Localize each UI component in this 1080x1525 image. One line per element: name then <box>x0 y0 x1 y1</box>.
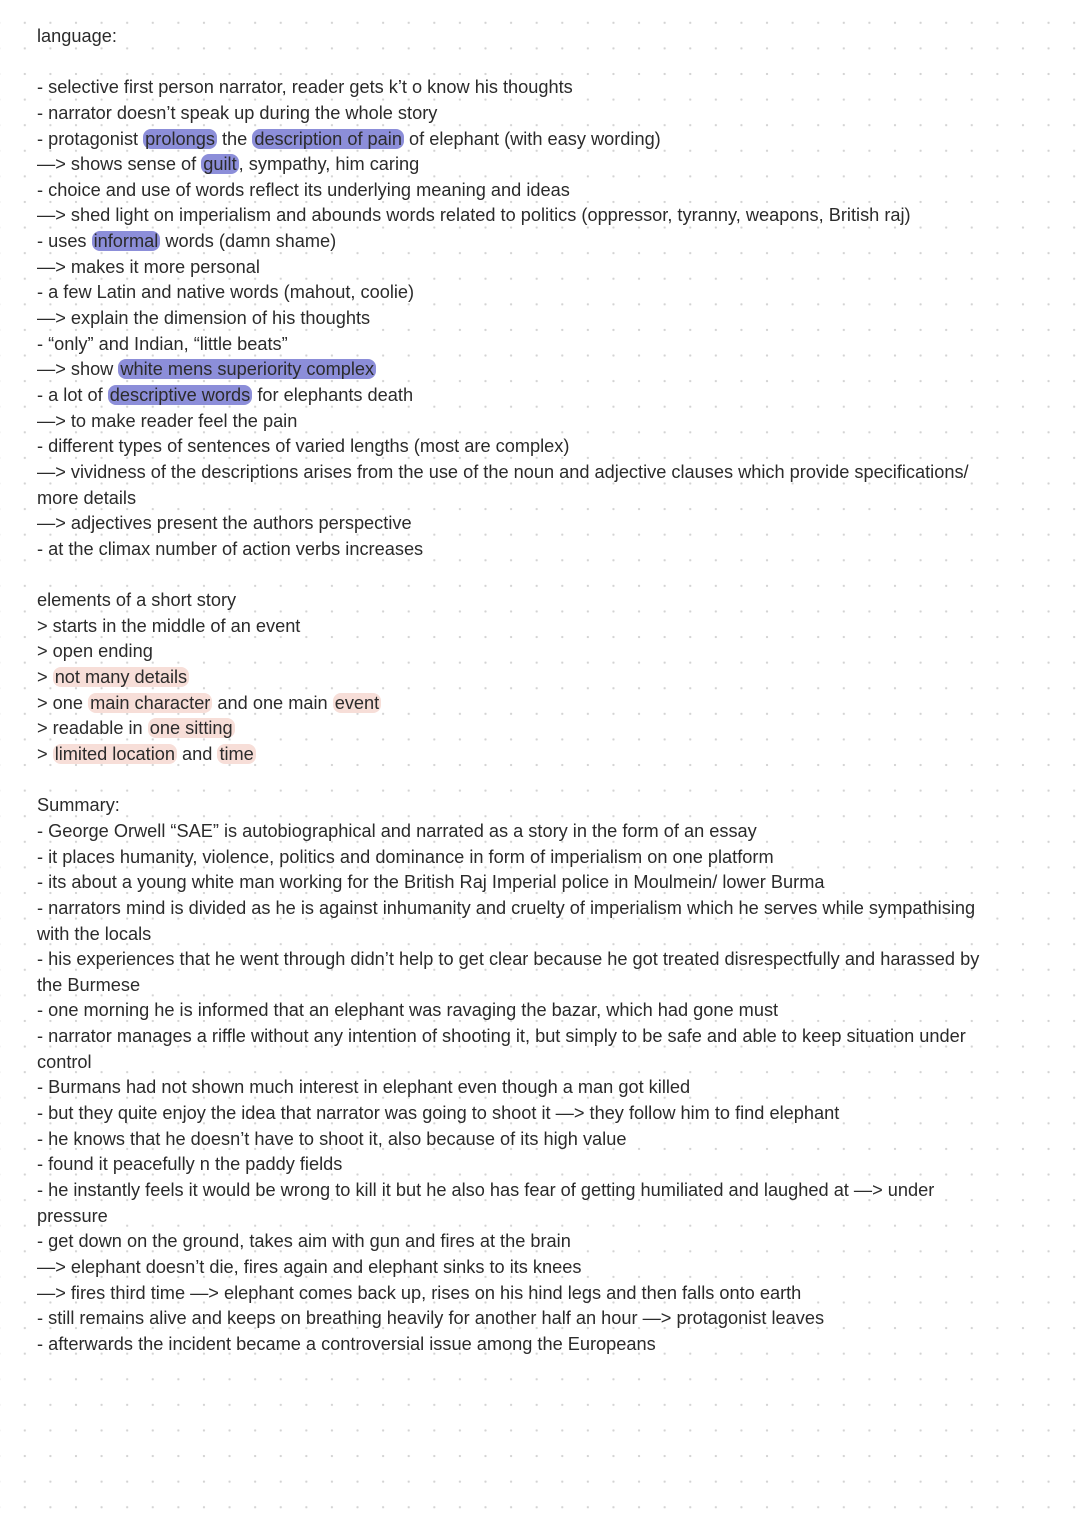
summary-line-3: - its about a young white man working for the British Raj Imperial police in Moulmein/ lower Burma <box>37 872 825 892</box>
language-line-9: - a few Latin and native words (mahout, coolie) <box>37 282 415 302</box>
highlight-prolongs: prolongs <box>145 129 215 149</box>
language-line-2: - narrator doesn’t speak up during the whole story <box>37 103 438 123</box>
highlight-time: time <box>219 744 254 764</box>
language-line-16: —> vividness of the descriptions arises from the use of the noun and adjective clauses which provide specifications/ <box>37 462 969 482</box>
summary-line-19: —> fires third time —> elephant comes back up, rises on his hind legs and then falls onto earth <box>37 1283 802 1303</box>
elements-line-4: > one main character and one main event <box>37 693 380 713</box>
highlight-not-many-details: not many details <box>54 667 188 687</box>
summary-line-16: pressure <box>37 1206 108 1226</box>
summary-line-18: —> elephant doesn’t die, fires again and elephant sinks to its knees <box>37 1257 582 1277</box>
summary-line-5: with the locals <box>37 924 152 944</box>
elements-line-5: > readable in one sitting <box>37 718 233 738</box>
language-line-8: —> makes it more personal <box>37 257 260 277</box>
elements-line-3: > not many details <box>37 667 188 687</box>
summary-line-20: - still remains alive and keeps on breathing heavily for another half an hour —> protagonist leaves <box>37 1308 825 1328</box>
elements-line-1: > starts in the middle of an event <box>37 616 301 636</box>
language-line-13: - a lot of descriptive words for elephants death <box>37 385 414 405</box>
elements-heading: elements of a short story <box>37 590 237 610</box>
summary-heading: Summary: <box>37 795 120 815</box>
language-line-7: - uses informal words (damn shame) <box>37 231 337 251</box>
summary-line-8: - one morning he is informed that an elephant was ravaging the bazar, which had gone must <box>37 1000 779 1020</box>
language-line-14: —> to make reader feel the pain <box>37 411 298 431</box>
summary-line-7: the Burmese <box>37 975 141 995</box>
summary-line-1: - George Orwell “SAE” is autobiographical and narrated as a story in the form of an essay <box>37 821 757 841</box>
summary-line-12: - but they quite enjoy the idea that narrator was going to shoot it —> they follow him to find elephant <box>37 1103 840 1123</box>
language-line-15: - different types of sentences of varied lengths (most are complex) <box>37 436 570 456</box>
summary-line-6: - his experiences that he went through didn’t help to get clear because he got treated disrespectfully and harassed by <box>37 949 980 969</box>
language-line-12: —> show white mens superiority complex <box>37 359 375 379</box>
language-line-6: —> shed light on imperialism and abounds words related to politics (oppressor, tyranny, weapons, British raj) <box>37 205 911 225</box>
language-line-17: more details <box>37 488 137 508</box>
summary-line-2: - it places humanity, violence, politics and dominance in form of imperialism on one platform <box>37 847 774 867</box>
highlight-descriptive-words: descriptive words <box>109 385 251 405</box>
elements-line-2: > open ending <box>37 641 153 661</box>
summary-line-21: - afterwards the incident became a controversial issue among the Europeans <box>37 1334 656 1354</box>
language-line-5: - choice and use of words reflect its underlying meaning and ideas <box>37 180 570 200</box>
language-line-18: —> adjectives present the authors perspective <box>37 513 412 533</box>
language-line-10: —> explain the dimension of his thoughts <box>37 308 371 328</box>
highlight-limited-location: limited location <box>54 744 175 764</box>
summary-line-17: - get down on the ground, takes aim with gun and fires at the brain <box>37 1231 571 1251</box>
language-heading: language: <box>37 26 117 46</box>
language-line-3: - protagonist prolongs the description of pain of elephant (with easy wording) <box>37 129 661 149</box>
highlight-superiority-complex: white mens superiority complex <box>120 359 375 379</box>
summary-line-14: - found it peacefully n the paddy fields <box>37 1154 343 1174</box>
summary-line-11: - Burmans had not shown much interest in elephant even though a man got killed <box>37 1077 691 1097</box>
highlight-main-character: main character <box>90 693 211 713</box>
summary-line-9: - narrator manages a riffle without any intention of shooting it, but simply to be safe and able to keep situation under <box>37 1026 966 1046</box>
highlight-one-sitting: one sitting <box>149 718 233 738</box>
language-line-4: —> shows sense of guilt , sympathy, him caring <box>37 154 420 174</box>
elements-line-6: > limited location and time <box>37 744 254 764</box>
highlight-informal: informal <box>93 231 159 251</box>
summary-line-4: - narrators mind is divided as he is against inhumanity and cruelty of imperialism which he serves while sympathising <box>37 898 976 918</box>
highlight-description-of-pain: description of pain <box>254 129 402 149</box>
language-line-1: - selective first person narrator, reader gets k’t o know his thoughts <box>37 77 573 97</box>
language-line-19: - at the climax number of action verbs increases <box>37 539 424 559</box>
summary-line-15: - he instantly feels it would be wrong to kill it but he also has fear of getting humiliated and laughed at —> under <box>37 1180 935 1200</box>
summary-line-13: - he knows that he doesn’t have to shoot it, also because of its high value <box>37 1129 627 1149</box>
summary-line-10: control <box>37 1052 92 1072</box>
language-line-11: - “only” and Indian, “little beats” <box>37 334 288 354</box>
highlight-guilt: guilt <box>203 154 237 174</box>
highlight-event: event <box>334 693 380 713</box>
